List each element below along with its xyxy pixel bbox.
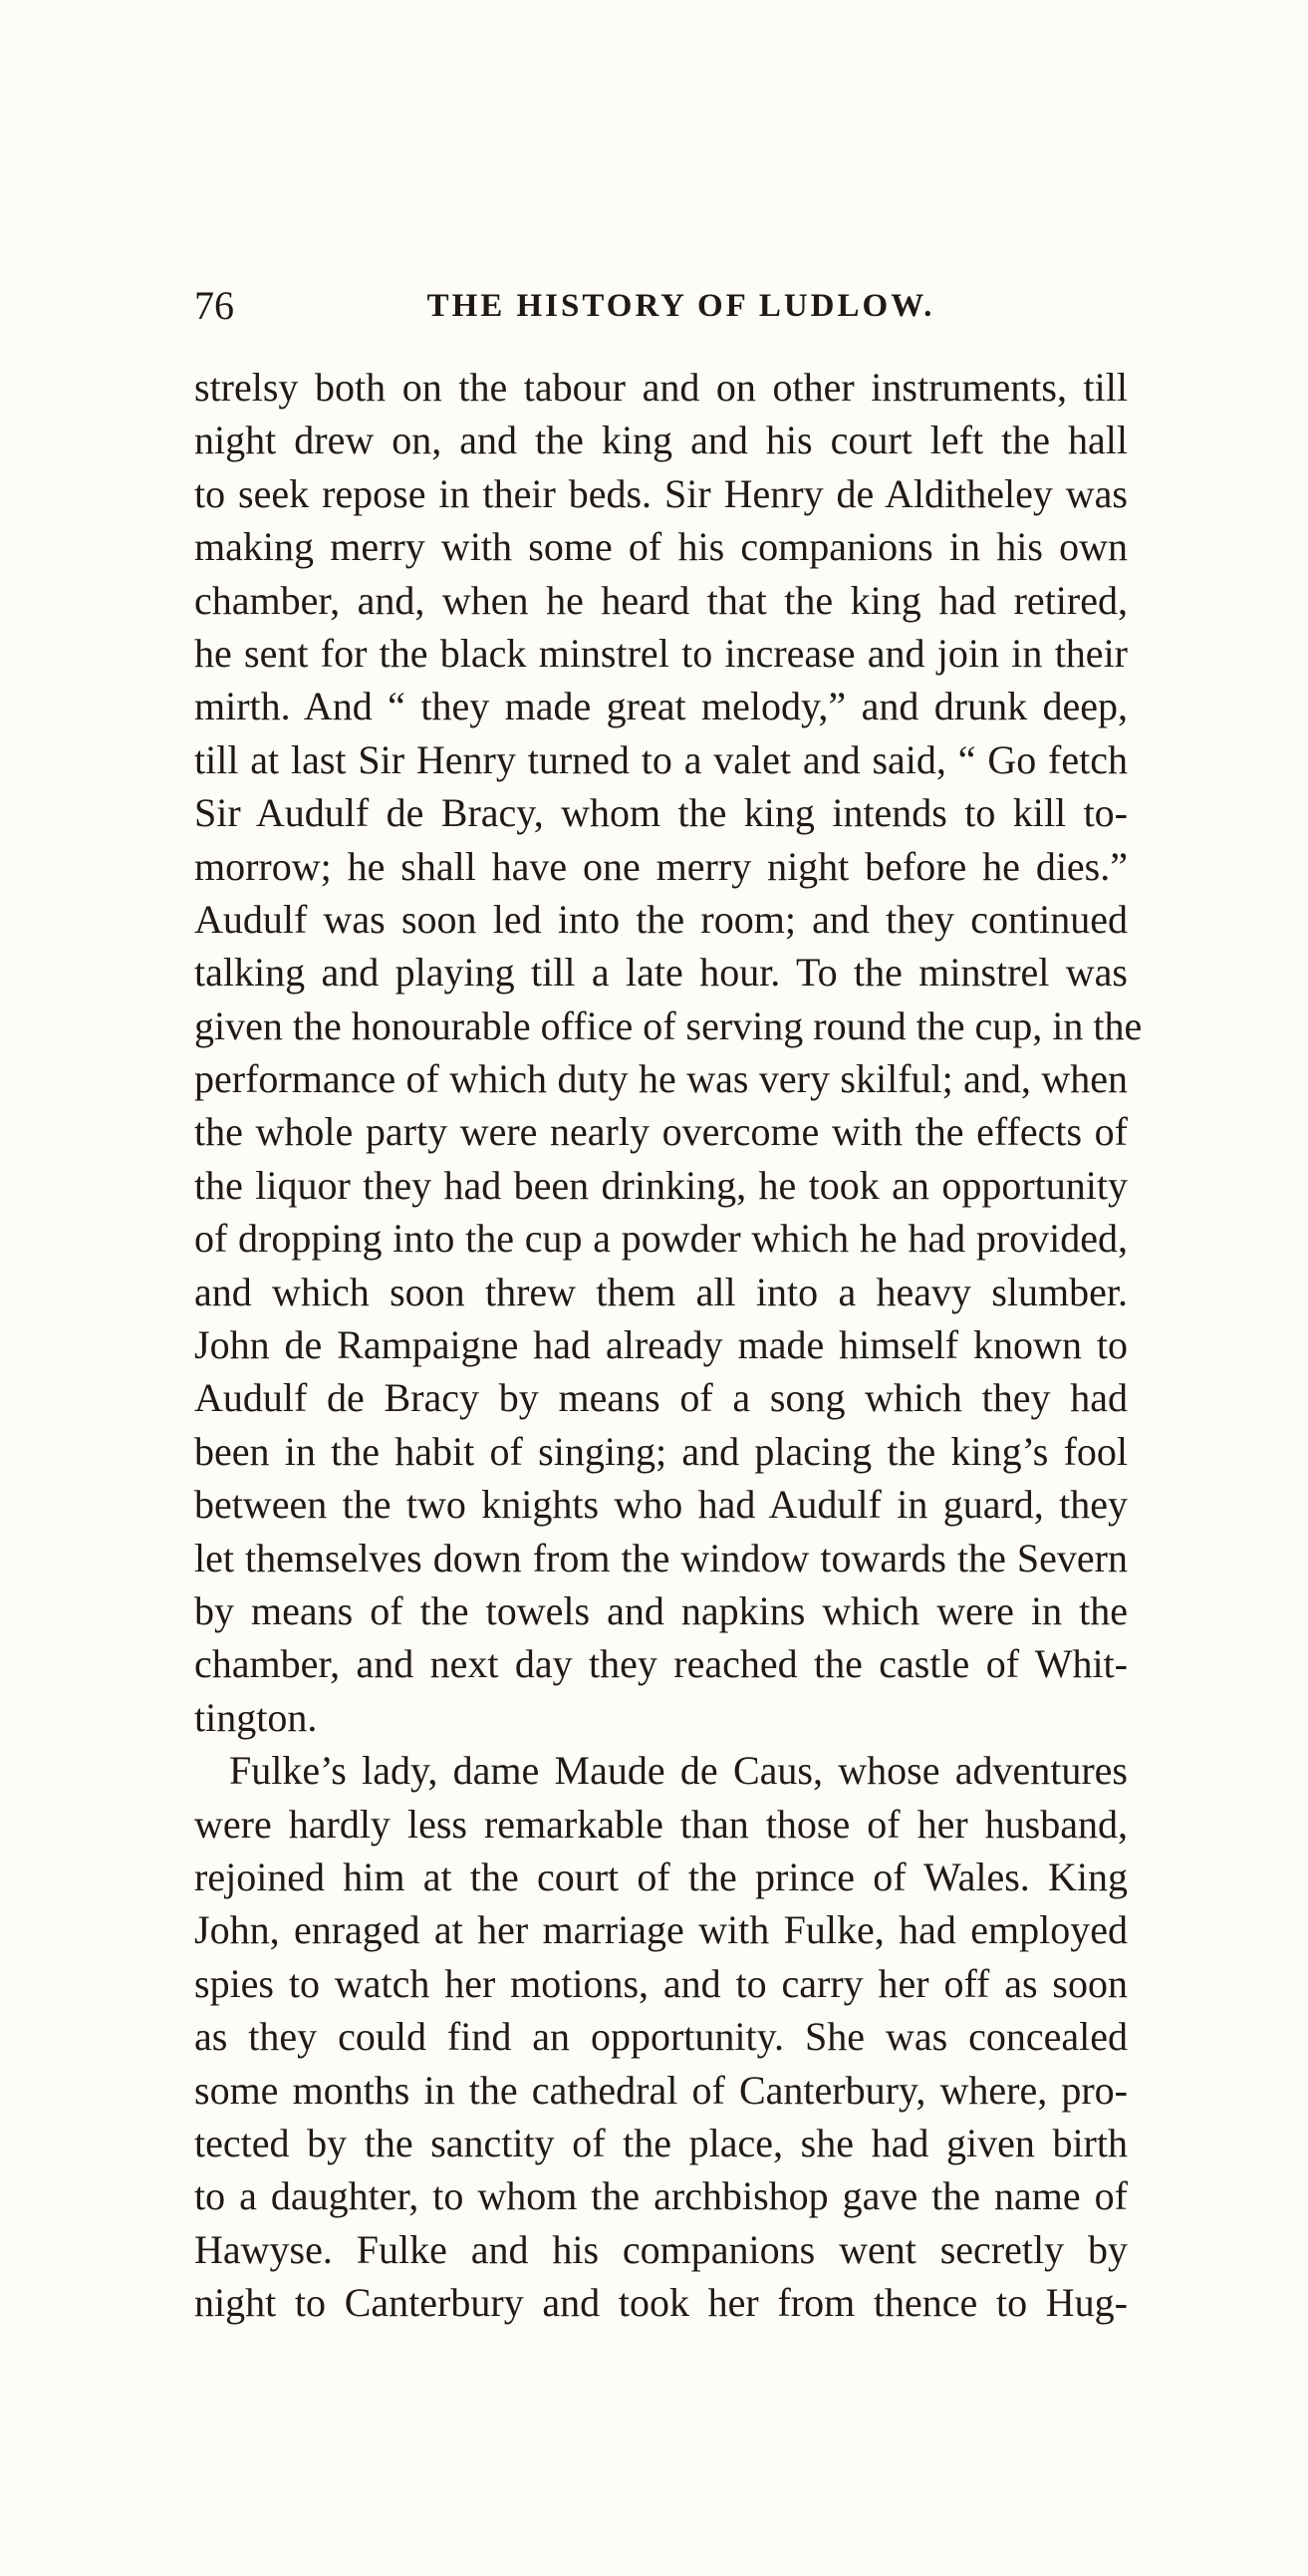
text-line: John de Rampaigne had already made himself known to bbox=[194, 1322, 1128, 1368]
text-line: John, enraged at her marriage with Fulke, had employed bbox=[194, 1907, 1128, 1953]
text-line: to a daughter, to whom the archbishop gave the name of bbox=[194, 2173, 1128, 2219]
running-title: THE HISTORY OF LUDLOW. bbox=[426, 288, 935, 324]
text-line: tington. bbox=[194, 1694, 318, 1740]
text-line: making merry with some of his companions in his own bbox=[194, 524, 1128, 570]
page-number: 76 bbox=[194, 283, 234, 328]
text-line: given the honourable office of serving round the cup, in the bbox=[194, 1002, 1143, 1048]
text-line: performance of which duty he was very skilful; and, when bbox=[194, 1056, 1128, 1102]
text-line: he sent for the black minstrel to increase and join in their bbox=[194, 630, 1128, 676]
text-line: between the two knights who had Audulf in guard, they bbox=[194, 1482, 1128, 1528]
page-header bbox=[194, 281, 1128, 331]
text-line: by means of the towels and napkins which were in the bbox=[194, 1587, 1128, 1633]
text-line: and which soon threw them all into a heavy slumber. bbox=[194, 1269, 1128, 1314]
text-line: talking and playing till a late hour. To the minstrel was bbox=[194, 950, 1128, 996]
text-line: Audulf de Bracy by means of a song which they had bbox=[194, 1375, 1128, 1421]
text-line: night to Canterbury and took her from thence to Hug- bbox=[194, 2280, 1128, 2326]
text-line: Sir Audulf de Bracy, whom the king intends to kill to- bbox=[194, 790, 1128, 836]
body-text bbox=[194, 361, 1143, 2329]
text-line: till at last Sir Henry turned to a valet and said, “ Go fetch bbox=[194, 736, 1128, 782]
text-line: of dropping into the cup a powder which he had provided, bbox=[194, 1216, 1128, 1262]
paragraph-2 bbox=[194, 1744, 1128, 2329]
text-line: Hawyse. Fulke and his companions went secretly by bbox=[194, 2226, 1128, 2272]
text-line: strelsy both on the tabour and on other instruments, till bbox=[194, 365, 1128, 410]
text-line: some months in the cathedral of Canterbury, where, pro- bbox=[194, 2067, 1128, 2113]
text-line: chamber, and next day they reached the castle of Whit- bbox=[194, 1641, 1128, 1687]
text-line: were hardly less remarkable than those of her husband, bbox=[194, 1801, 1128, 1847]
text-line: Audulf was soon led into the room; and they continued bbox=[194, 896, 1128, 942]
text-line: tected by the sanctity of the place, she had given birth bbox=[194, 2120, 1128, 2165]
paragraph-1 bbox=[194, 361, 1143, 1744]
text-line: rejoined him at the court of the prince of Wales. King bbox=[194, 1854, 1128, 1899]
text-line: the liquor they had been drinking, he took an opportunity bbox=[194, 1162, 1128, 1208]
text-line: Fulke’s lady, dame Maude de Caus, whose adventures bbox=[229, 1748, 1128, 1794]
text-line: morrow; he shall have one merry night before he dies.” bbox=[194, 843, 1128, 889]
text-line: let themselves down from the window towards the Severn bbox=[194, 1535, 1128, 1580]
text-line: been in the habit of singing; and placing the king’s fool bbox=[194, 1428, 1128, 1474]
text-line: night drew on, and the king and his court left the hall bbox=[194, 418, 1128, 463]
text-line: the whole party were nearly overcome with the effects of bbox=[194, 1109, 1128, 1155]
text-line: chamber, and, when he heard that the king had retired, bbox=[194, 577, 1128, 623]
text-line: spies to watch her motions, and to carry her off as soon bbox=[194, 1960, 1128, 2006]
text-line: as they could find an opportunity. She was concealed bbox=[194, 2014, 1128, 2060]
text-line: mirth. And “ they made great melody,” and drunk deep, bbox=[194, 684, 1128, 729]
text-line: to seek repose in their beds. Sir Henry de Alditheley was bbox=[194, 470, 1128, 516]
